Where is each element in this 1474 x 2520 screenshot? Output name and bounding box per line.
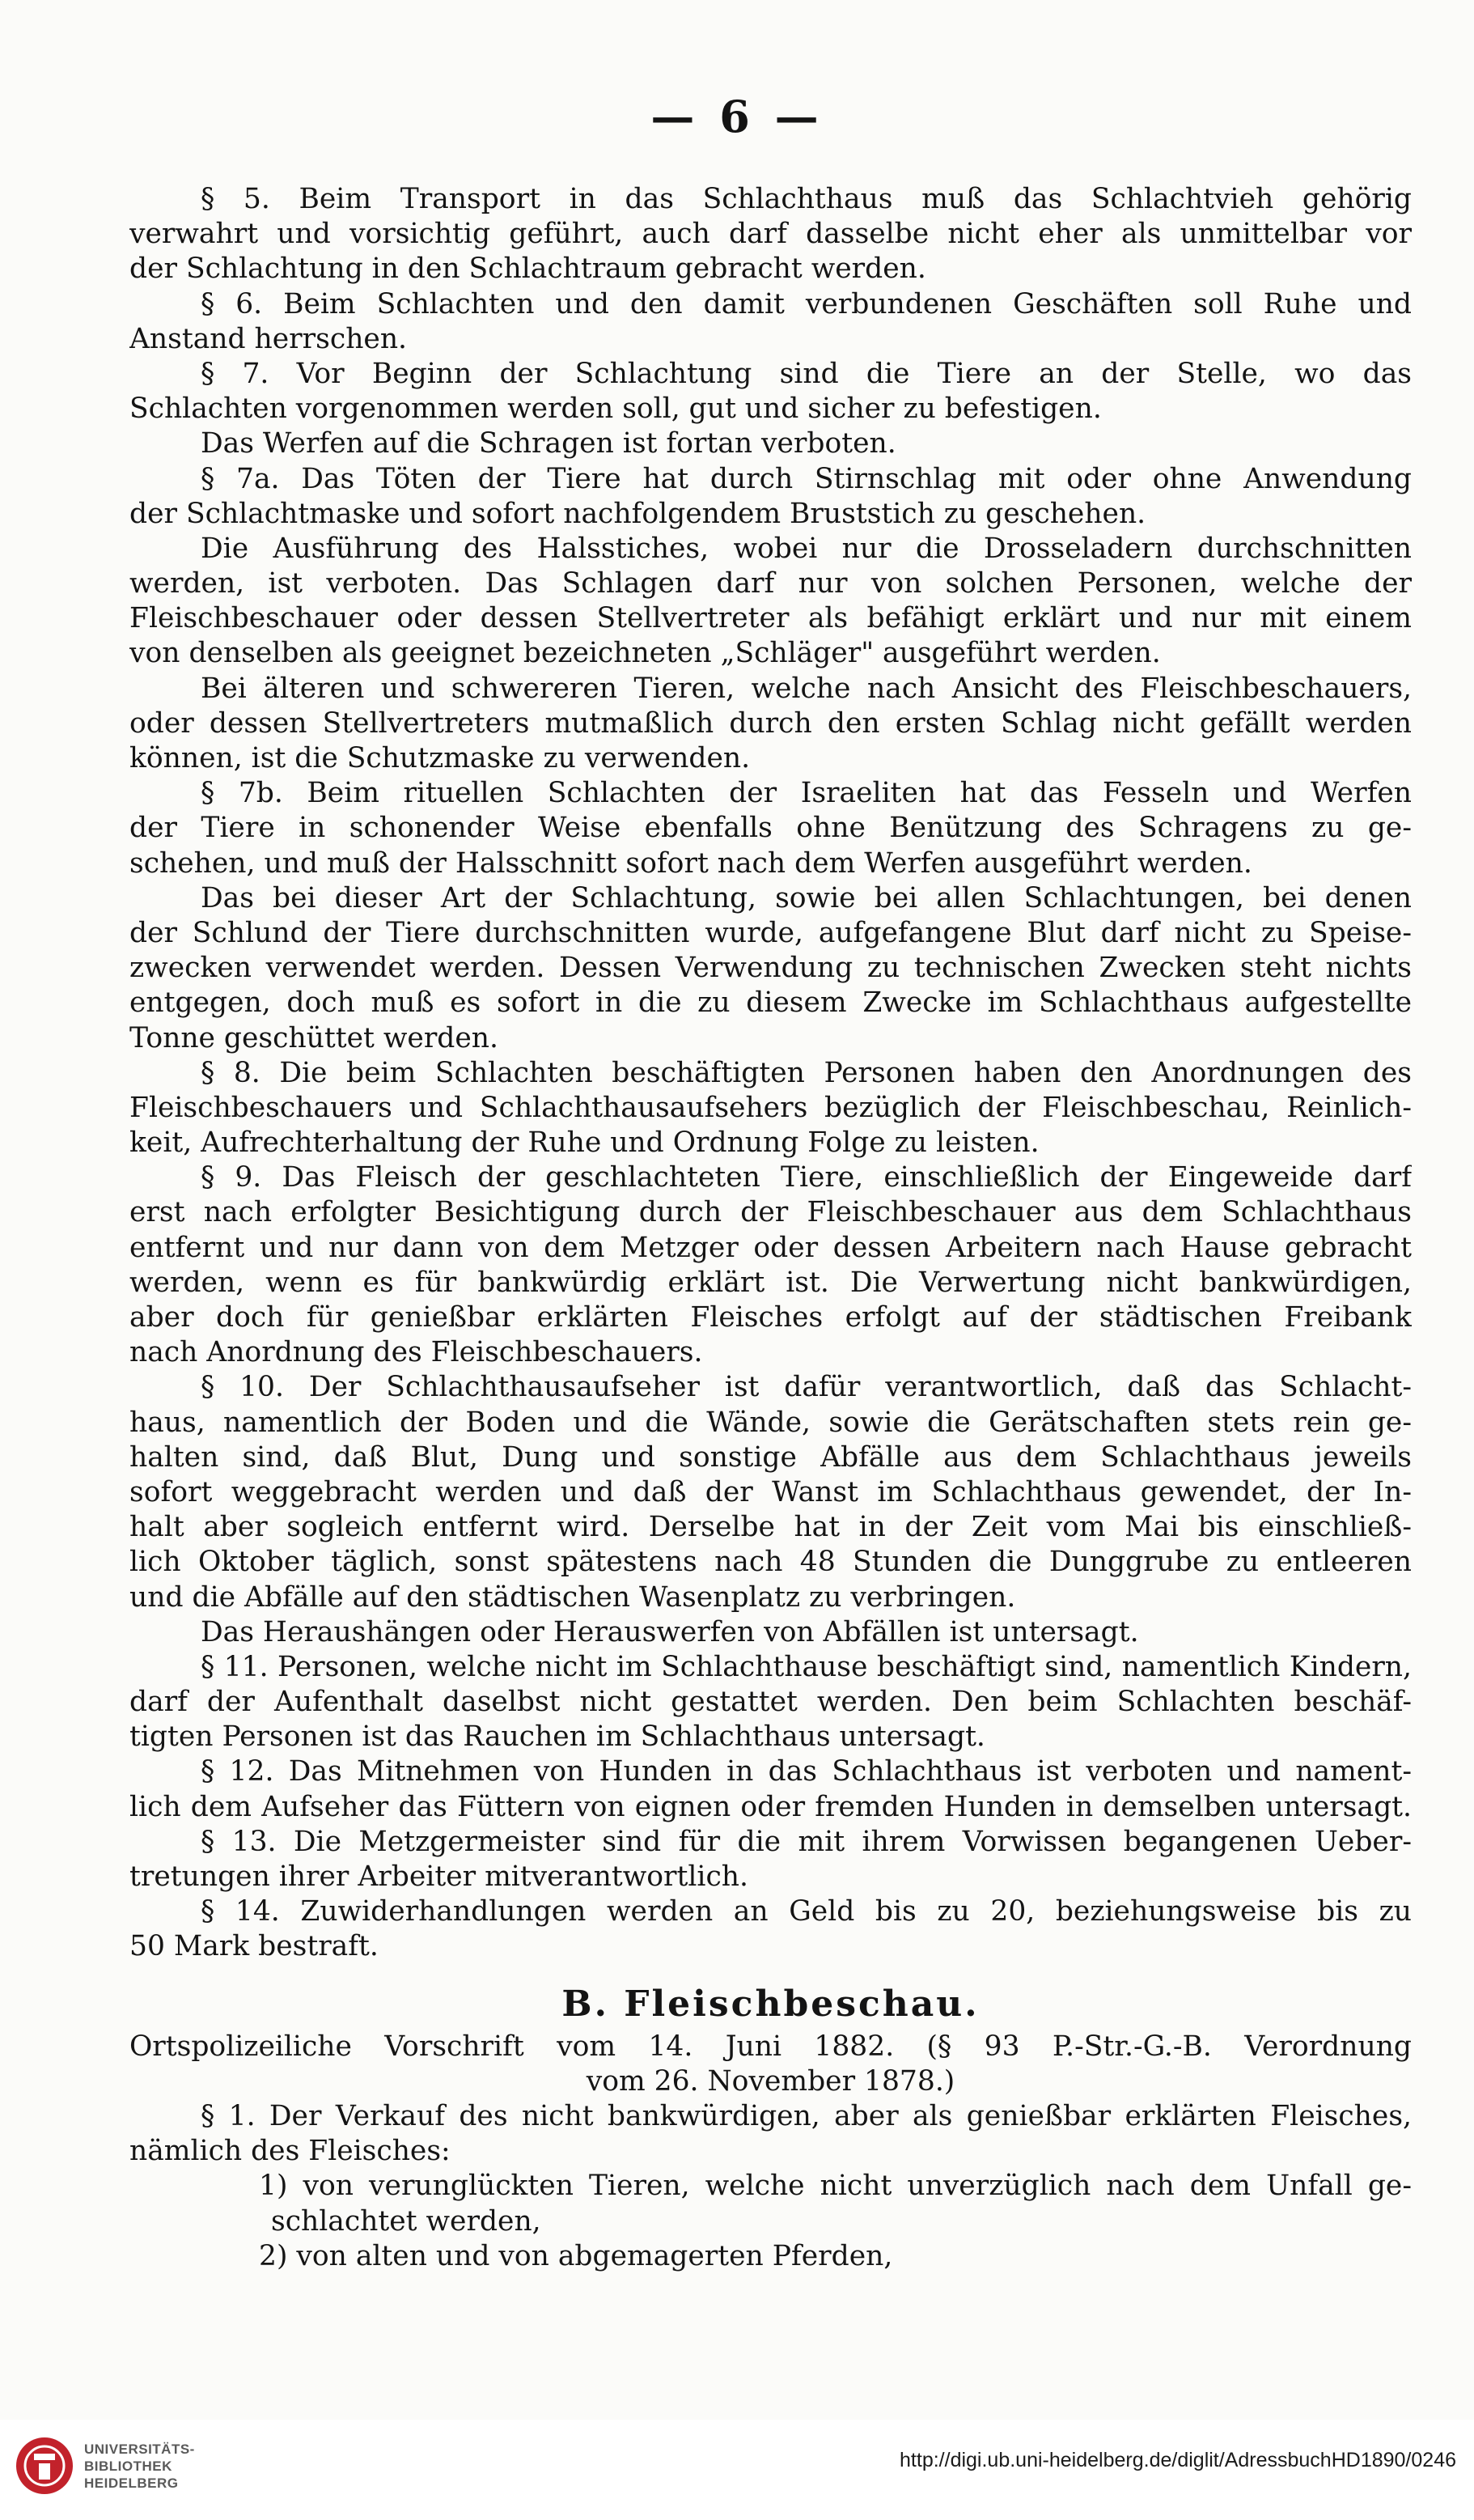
text-line: 50 Mark bestraft.	[129, 1930, 379, 1963]
text-line: entgegen, doch muß es sofort in die zu diesem Zwecke im Schlachthaus aufgestellte	[129, 986, 1412, 1020]
text-line: lich Oktober täglich, sonst spätestens nach 48 Stunden die Dunggrube zu entleeren	[129, 1546, 1412, 1579]
text-line: Tonne geschüttet werden.	[129, 1021, 498, 1054]
text-line: nach Anordnung des Fleischbeschauers.	[129, 1336, 703, 1369]
text-line: § 11. Personen, welche nicht im Schlachthause beschäftigt sind, namentlich Kindern,	[201, 1650, 1412, 1683]
text-line: oder dessen Stellvertreters mutmaßlich durch den ersten Schlag nicht gefällt werden	[129, 706, 1412, 740]
text-line: vom 26. November 1878.)	[586, 2064, 955, 2098]
text-line: der Schlachtung in den Schlachtraum gebracht werden.	[129, 252, 926, 286]
text-line: Ortspolizeiliche Vorschrift vom 14. Juni 1882. (§ 93 P.-Str.-G.-B. Verordnung	[129, 2030, 1412, 2063]
text-line: § 5. Beim Transport in das Schlachthaus muß das Schlachtvieh gehörig	[201, 183, 1412, 215]
text-line: tretungen ihrer Arbeiter mitverantwortlich.	[129, 1860, 748, 1893]
document-body	[129, 182, 1412, 2274]
text-line: haus, namentlich der Boden und die Wände, sowie die Gerätschaften stets rein ge-	[129, 1406, 1412, 1439]
footer	[0, 2420, 1474, 2520]
text-line: der Schlund der Tiere durchschnitten wurde, aufgefangene Blut darf nicht zu Speise-	[129, 916, 1412, 949]
text-line: § 9. Das Fleisch der geschlachteten Tiere, einschließlich der Eingeweide darf	[201, 1161, 1412, 1194]
library-name	[84, 2441, 195, 2492]
library-name-line: UNIVERSITÄTS-	[84, 2442, 195, 2457]
text-line: tigten Personen ist das Rauchen im Schlachthaus untersagt.	[129, 1720, 985, 1754]
text-line: Fleischbeschauer oder dessen Stellvertreter als befähigt erklärt und nur mit einem	[129, 602, 1412, 635]
text-line: nämlich des Fleisches:	[129, 2135, 451, 2168]
list-item: 2) von alten und von abgemagerten Pferden,	[259, 2239, 893, 2272]
text-line: schehen, und muß der Halsschnitt sofort nach dem Werfen ausgeführt werden.	[129, 846, 1252, 880]
text-line: § 13. Die Metzgermeister sind für die mit ihrem Vorwissen begangenen Ueber-	[201, 1825, 1412, 1858]
text-line: können, ist die Schutzmaske zu verwenden.	[129, 742, 751, 774]
library-name-line: BIBLIOTHEK	[84, 2458, 172, 2474]
text-line: lich dem Aufseher das Füttern von eignen oder fremden Hunden in demselben untersagt.	[129, 1790, 1412, 1823]
text-line: § 12. Das Mitnehmen von Hunden in das Schlachthaus ist verboten und nament-	[201, 1755, 1412, 1788]
text-line: der Schlachtmaske und sofort nachfolgendem Bruststich zu geschehen.	[129, 497, 1146, 530]
text-line: von denselben als geeignet bezeichneten „Schläger" ausgeführt werden.	[129, 637, 1161, 670]
text-line: § 14. Zuwiderhandlungen werden an Geld bis zu 20, beziehungsweise bis zu	[201, 1895, 1412, 1928]
text-line: § 6. Beim Schlachten und den damit verbundenen Geschäften soll Ruhe und	[201, 287, 1412, 320]
text-line: § 10. Der Schlachthausaufseher ist dafür verantwortlich, daß das Schlacht-	[201, 1371, 1412, 1404]
text-line: halten sind, daß Blut, Dung und sonstige Abfälle aus dem Schlachthaus jeweils	[129, 1440, 1412, 1474]
text-line: Das Werfen auf die Schragen ist fortan verboten.	[201, 427, 896, 460]
library-name-line: HEIDELBERG	[84, 2475, 179, 2491]
text-line: werden, ist verboten. Das Schlagen darf nur von solchen Personen, welche der	[129, 567, 1412, 600]
text-line: § 7a. Das Töten der Tiere hat durch Stirnschlag mit oder ohne Anwendung	[201, 462, 1412, 495]
text-line: § 8. Die beim Schlachten beschäftigten Personen haben den Anordnungen des	[201, 1056, 1412, 1089]
text-line: halt aber sogleich entfernt wird. Derselbe hat in der Zeit vom Mai bis einschließ-	[129, 1511, 1412, 1544]
text-line: schlachtet werden,	[271, 2204, 541, 2238]
text-line: Das Heraushängen oder Herauswerfen von Abfällen ist untersagt.	[201, 1615, 1139, 1648]
text-line: und die Abfälle auf den städtischen Wasenplatz zu verbringen.	[129, 1580, 1016, 1614]
text-line: Bei älteren und schwereren Tieren, welche nach Ansicht des Fleischbeschauers,	[201, 672, 1412, 705]
text-line: aber doch für genießbar erklärten Fleisches erfolgt auf der städtischen Freibank	[129, 1301, 1412, 1334]
text-line: § 7. Vor Beginn der Schlachtung sind die Tiere an der Stelle, wo das	[201, 357, 1412, 390]
text-line: darf der Aufenthalt daselbst nicht gestattet werden. Den beim Schlachten beschäf-	[129, 1686, 1412, 1719]
text-line: zwecken verwendet werden. Dessen Verwendung zu technischen Zwecken steht nichts	[129, 952, 1412, 985]
list-item: 1) von verunglückten Tieren, welche nicht unverzüglich nach dem Unfall ge-	[259, 2170, 1412, 2203]
text-line: Anstand herrschen.	[129, 322, 408, 355]
text-line: Das bei dieser Art der Schlachtung, sowie bei allen Schlachtungen, bei denen	[201, 881, 1412, 914]
text-line: § 1. Der Verkauf des nicht bankwürdigen, aber als genießbar erklärten Fleisches,	[201, 2099, 1412, 2132]
text-line: erst nach erfolgter Besichtigung durch der Fleischbeschauer aus dem Schlachthaus	[129, 1196, 1412, 1229]
text-line: § 7b. Beim rituellen Schlachten der Israeliten hat das Fesseln und Werfen	[201, 777, 1412, 810]
text-line: werden, wenn es für bankwürdig erklärt ist. Die Verwertung nicht bankwürdigen,	[129, 1266, 1412, 1299]
text-line: verwahrt und vorsichtig geführt, auch darf dasselbe nicht eher als unmittelbar vor	[129, 218, 1412, 251]
text-line: Die Ausführung des Halsstiches, wobei nur die Drosseladern durchschnitten	[201, 532, 1412, 565]
text-line: Fleischbeschauers und Schlachthausaufsehers bezüglich der Fleischbeschau, Reinlich-	[129, 1091, 1412, 1124]
text-line: Schlachten vorgenommen werden soll, gut und sicher zu befestigen.	[129, 392, 1102, 426]
library-logo-icon	[15, 2436, 74, 2496]
text-line: keit, Aufrechterhaltung der Ruhe und Ordnung Folge zu leisten.	[129, 1126, 1040, 1160]
text-line: der Tiere in schonender Weise ebenfalls ohne Benützung des Schragens zu ge-	[129, 812, 1412, 845]
source-url-link[interactable]: http://digi.ub.uni-heidelberg.de/diglit/AdressbuchHD1890/0246	[900, 2449, 1456, 2471]
page-number: — 6 —	[650, 91, 824, 142]
section-heading: B. Fleischbeschau.	[561, 1983, 980, 2025]
text-line: sofort weggebracht werden und daß der Wanst im Schlachthaus gewendet, der In-	[129, 1475, 1412, 1508]
text-line: entfernt und nur dann von dem Metzger oder dessen Arbeitern nach Hause gebracht	[129, 1231, 1412, 1264]
